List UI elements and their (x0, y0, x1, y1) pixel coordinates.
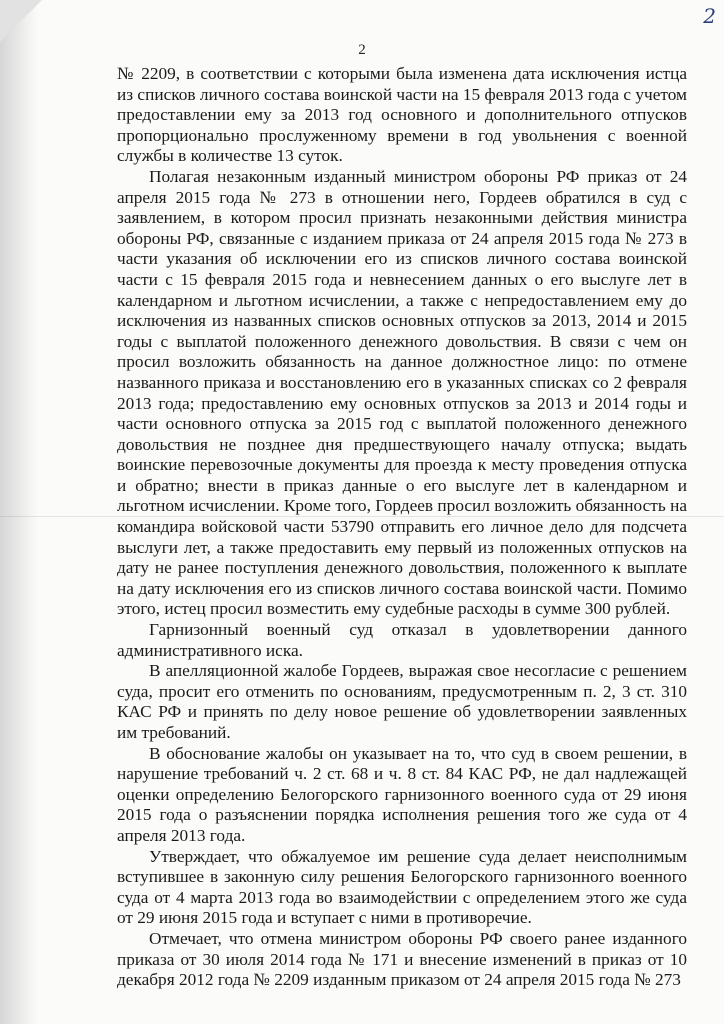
paragraph: Утверждает, что обжалуемое им решение суда делает неисполнимым вступившее в законную силу решения Белогорского гарнизонного военного суда от 4 марта 2013 года во взаимодействии с определением этого же суда от 29 июня 2015 года и вступает с ними в противоречие. (117, 846, 687, 928)
handwritten-page-number: 2 (703, 4, 716, 28)
scan-edge-shadow (0, 0, 38, 1024)
scan-corner-shadow (0, 0, 42, 42)
paragraph: Отмечает, что отмена министром обороны РФ своего ранее изданного приказа от 30 июля 2014 года № 171 и внесение изменений в приказ от 10 декабря 2012 года № 2209 изданным приказом от 24 апреля 2015 года № 273 (117, 928, 687, 990)
paragraph: № 2209, в соответствии с которыми была изменена дата исключения истца из списков личного состава воинской части на 15 февраля 2013 года с учетом предоставлении ему за 2013 год основного и дополнительного отпусков пропорционально прослуженному времени в год увольнения с военной службы в количестве 13 суток. (117, 64, 687, 166)
paragraph: Гарнизонный военный суд отказал в удовлетворении данного административного иска. (117, 620, 687, 660)
paragraph: В апелляционной жалобе Гордеев, выражая свое несогласие с решением суда, просит его отменить по основаниям, предусмотренным п. 2, 3 ст. 310 КАС РФ и принять по делу новое решение об удовлетворении заявленных им требований. (117, 661, 687, 742)
paragraph: Полагая незаконным изданный министром обороны РФ приказ от 24 апреля 2015 года № 273 в отношении него, Гордеев обратился в суд с заявлением, в котором просил признать незаконными действия министра обороны РФ, связанные с изданием приказа от 24 апреля 2015 года № 273 в части указания об исключении его из списков личного состава воинской части с 15 февраля 2015 года и невнесением данных о его выслуге лет в календарном и льготном исчислении, а также с непредоставлением ему до исключения из названных списков основных отпусков за 2013, 2014 и 2015 годы с выплатой положенного денежного довольствия. В связи с чем он просил возложить обязанность на данное должностное лицо: по отмене названного приказа и восстановлению его в указанных списках со 2 февраля 2013 года; предоставлению ему основных отпусков за 2013 и 2014 годы и части основного отпуска за 2015 год с выплатой положенного денежного довольствия не позднее дня предшествующего началу отпуска; выдать воинские перевозочные документы для проезда к месту проведения отпуска и обратно; внести в приказ данные о его выслуге лет в календарном и льготном исчислении. Кроме того, Гордеев просил возложить обязанность на командира войсковой части 53790 отправить его личное дело для подсчета выслуги лет, а также предоставить ему первый из положенных отпусков на дату не ранее поступления денежного довольствия, положенного к выплате на дату исключения его из списков личного состава воинской части. Помимо этого, истец просил возместить ему судебные расходы в сумме 300 рублей. (117, 166, 687, 619)
page-number: 2 (358, 42, 366, 58)
paragraph: В обоснование жалобы он указывает на то, что суд в своем решении, в нарушение требований ч. 2 ст. 68 и ч. 8 ст. 84 КАС РФ, не дал надлежащей оценки определению Белогорского гарнизонного военного суда от 29 июня 2015 года о разъяснении порядка исполнения решения того же суда от 4 апреля 2013 года. (117, 743, 687, 845)
document-body (117, 64, 687, 991)
